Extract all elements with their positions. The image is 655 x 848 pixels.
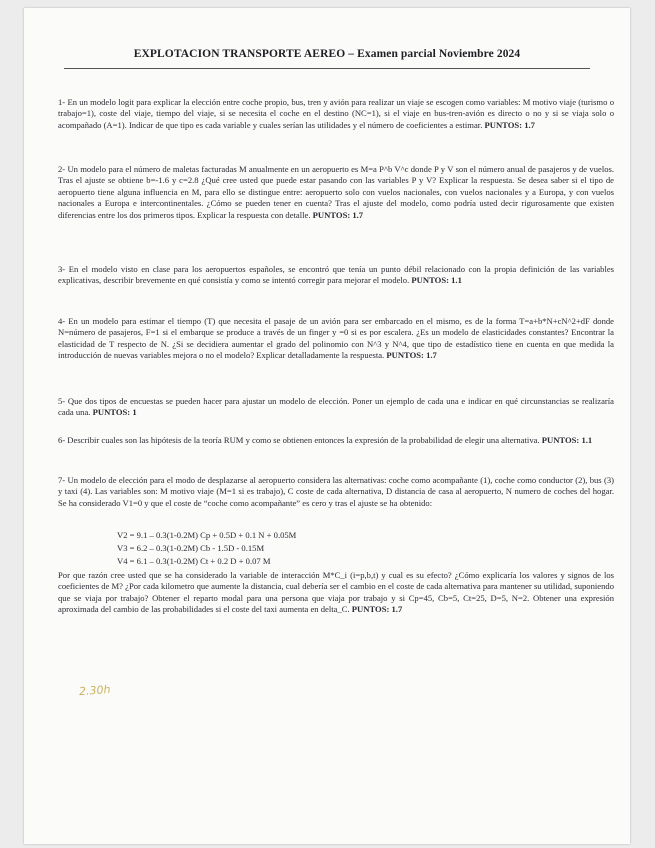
question-1 xyxy=(58,97,614,131)
title-divider xyxy=(64,68,590,69)
equation-v3: V3 = 6.2 – 0.3(1-0.2M) Cb - 1.5D - 0.15M xyxy=(117,543,265,553)
question-text: 3- En el modelo visto en clase para los aeropuertos españoles, se encontró que tenía un punto débil relacionado con la propia definición de las variables explicativas, describir brevemente en qué consistía y como se intentó corregir para mejorar el modelo. xyxy=(58,264,614,286)
question-5 xyxy=(58,396,614,419)
question-points: PUNTOS: 1.7 xyxy=(312,209,364,220)
exam-title: EXPLOTACION TRANSPORTE AEREO – Examen parcial Noviembre 2024 xyxy=(133,48,521,60)
question-2 xyxy=(58,164,614,221)
question-4 xyxy=(58,316,614,362)
question-3 xyxy=(58,264,614,287)
question-text: 6- Describir cuales son las hipótesis de la teoría RUM y como se obtienen entonces la expresión de la probabilidad de elegir una alternativa. xyxy=(58,435,540,445)
question-6 xyxy=(58,435,614,446)
question-7-continuation xyxy=(58,570,614,616)
question-points: PUNTOS: 1.1 xyxy=(411,275,462,286)
question-text: 4- En un modelo para estimar el tiempo (T) que necesita el pasaje de un avión para ser embarcado en el mismo, es de la forma T=a+b*N+cN^2+dF donde N=número de pasajeros, F=1 si el embarque se produce a través de un finger y =0 si es por escalera. ¿Es un modelo de elasticidades constantes? Encontrar la elasticidad de T respecto de N. ¿Si se decidiera aumentar el grado del polinomio con N^3 y N^4, que tipo de estadístico tiene en cuenta en que medida la introducción de nuevas variables mejora o no el modelo? Explicar detalladamente la respuesta. xyxy=(58,316,614,361)
question-points: PUNTOS: 1.7 xyxy=(351,604,403,615)
question-points: PUNTOS: 1.1 xyxy=(541,435,593,445)
question-text: 5- Que dos tipos de encuestas se pueden hacer para ajustar un modelo de elección. Poner un ejemplo de cada una e indicar en qué circunstancias se realizaría cada una. xyxy=(58,396,614,418)
handwritten-note: 2.30h xyxy=(78,682,111,699)
question-points: PUNTOS: 1.7 xyxy=(386,350,437,361)
question-text: 7- Un modelo de elección para el modo de desplazarse al aeropuerto considera las alternativas: coche como acompañante (1), coche como conductor (2), bus (3) y taxi (4). Las variables son: M motivo viaje (M=1 si es trabajo), C coste de cada alternativa, D distancia de casa al aeropuerto, N numero de coches del hogar. Se ha considerado V1=0 y que el coste de “coche como acompañante” es cero y tras el ajuste se ha obtenido: xyxy=(58,475,614,508)
equation-v4: V4 = 6.1 – 0.3(1-0.2M) Ct + 0.2 D + 0.07 M xyxy=(117,556,271,566)
question-points: PUNTOS: 1.7 xyxy=(484,119,535,130)
question-text: 1- En un modelo logit para explicar la elección entre coche propio, bus, tren y avión para realizar un viaje se escogen como variables: M motivo viaje (turismo o trabajo=1), coste del viaje, tiempo del viaje, si se necesita el coche en el destino (NC=1), si el viaje en bus-tren-avión es directo o no y si se viaja solo o acompañado (A=1). Indicar de que tipo es cada variable y cuales serían las utilidades y el número de coeficientes a estimar. xyxy=(58,97,614,130)
exam-page xyxy=(24,8,630,844)
question-text: 2- Un modelo para el número de maletas facturadas M anualmente en un aeropuerto es M=a P^b V^c donde P y V son el número anual de pasajeros y de vuelos. Tras el ajuste se obtiene b=-1.6 y c=2.8 ¿Qué cree usted que puede estar pasando con las variables P y V? Explicar la respuesta. Se desea saber si el tipo de aeropuerto tiene alguna influencia en M, para ello se distingue entre: aeropuerto solo con vuelos nacionales, con vuelos nacionales y a Europa, y con vuelos nacionales a Europa e intercontinentales. ¿Cómo se pueden tener en cuenta? Tras el ajuste del modelo, como podría usted decir rigurosamente que existen diferencias entre los dos primeros tipos. Explicar la respuesta con detalle. xyxy=(58,164,614,220)
question-7 xyxy=(58,475,614,509)
equation-v2: V2 = 9.1 – 0.3(1-0.2M) Cp + 0.5D + 0.1 N + 0.05M xyxy=(117,530,297,540)
question-points: PUNTOS: 1 xyxy=(92,407,137,418)
question-text: Por que razón cree usted que se ha considerado la variable de interacción M*C_i (i=p,b,t) y cual es su efecto? ¿Cómo explicaría los valores y signos de los coeficientes de M? ¿Por cada kilometro que aumente la distancia, cual debería ser el cambio en el coste de cada alternativa para mantener su utilidad, suponiendo que se viaja por trabajo? Obtener el reparto modal para una persona que viaja por trabajo y si Cp=45, Cb=5, Ct=25, D=5, N=2. Obtener una expresión aproximada del cambio de las probabilidades si el coste del taxi aumenta en delta_C. xyxy=(58,570,614,615)
